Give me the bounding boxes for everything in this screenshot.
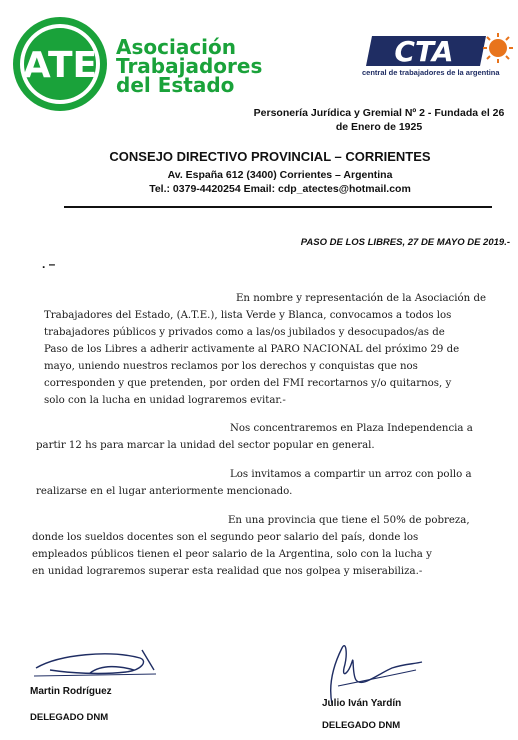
text-line: solo con la lucha en unidad lograremos evitar.-	[44, 395, 286, 406]
paragraph-2	[36, 420, 506, 454]
text-line: En una provincia que tiene el 50% de pobreza,	[228, 515, 470, 526]
ate-name-line: del Estado	[116, 73, 235, 97]
text-line: En nombre y representación de la Asociación de	[236, 293, 487, 304]
text-line: realizarse en el lugar anteriormente mencionado.	[36, 486, 293, 497]
paragraph-4	[32, 512, 508, 580]
ate-name-line: Asociación	[116, 35, 237, 59]
text-line: partir 12 hs para marcar la unidad del sector popular en general.	[36, 440, 375, 451]
text-line: donde los sueldos docentes son el segundo peor salario del país, donde los	[32, 532, 419, 543]
cta-logo	[364, 30, 514, 72]
signatory-role: DELEGADO DNM	[30, 712, 109, 723]
signatory-role: DELEGADO DNM	[322, 720, 401, 731]
paragraph-1	[44, 290, 506, 409]
ate-logo	[10, 14, 110, 114]
address-line: Av. España 612 (3400) Corrientes – Argentina	[167, 169, 393, 181]
text-line: mayo, uniendo nuestros reclamos por los derechos y conquistas que nos	[44, 361, 418, 372]
signatory-name: Martin Rodríguez	[30, 686, 112, 697]
text-line: trabajadores públicos y privados como a las/os jubilados y desocupados/as de	[44, 327, 445, 338]
signature-yardin	[318, 634, 428, 706]
dateline: PASO DE LOS LIBRES, 27 DE MAYO DE 2019.-	[300, 237, 510, 248]
text-line: Paso de los Libres a adherir activamente al PARO NACIONAL del próximo 29 de	[44, 344, 460, 355]
ate-name	[116, 35, 263, 97]
cta-subtitle: central de trabajadores de la argentina	[362, 68, 500, 77]
text-line: Trabajadores del Estado, (A.T.E.), lista Verde y Blanca, convocamos a todos los	[44, 310, 452, 321]
cta-logo-letters: CTA	[394, 35, 454, 68]
text-line: en unidad lograremos superar esta realidad que nos golpea y miserabiliza.-	[32, 566, 423, 577]
ate-name-line: Trabajadores	[116, 54, 263, 78]
text-line: empleados públicos tienen el peor salario de la Argentina, solo con la lucha y	[32, 549, 432, 560]
sun-icon	[483, 33, 513, 63]
personeria-juridica: Personería Jurídica y Gremial Nº 2 - Fundada el 26 de Enero de 1925	[253, 107, 505, 133]
signature-rodriguez	[30, 640, 160, 688]
signatory-name: Julio Iván Yardín	[322, 698, 402, 709]
paragraph-3	[36, 466, 506, 500]
consejo-title: CONSEJO DIRECTIVO PROVINCIAL – CORRIENTES	[109, 149, 431, 164]
stray-marks: . –	[42, 257, 56, 271]
text-line: corresponden y que pretenden, por orden del FMI recortarnos y/o quitarnos, y	[44, 378, 452, 389]
address-block	[130, 168, 430, 196]
text-line: Los invitamos a compartir un arroz con pollo a	[230, 469, 472, 480]
ate-logo-letters: ATE	[22, 45, 98, 86]
contact-line: Tel.: 0379-4420254 Email: cdp_atectes@hotmail.com	[149, 183, 411, 195]
text-line: Nos concentraremos en Plaza Independencia a	[230, 423, 473, 434]
header-divider	[64, 206, 492, 208]
